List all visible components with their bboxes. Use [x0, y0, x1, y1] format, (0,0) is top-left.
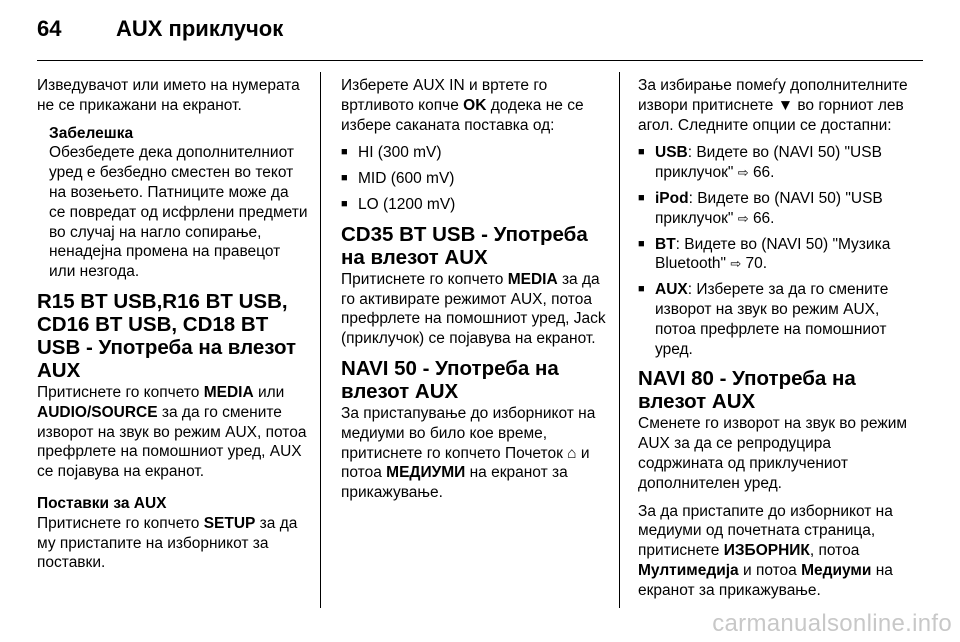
aux-in-paragraph: Изберете AUX IN и вртете го вртливото копче OK додека не се избере саканата поставка од: [341, 77, 584, 134]
media-button-label: MEDIA [203, 383, 254, 401]
heading-navi80-aux: NAVI 80 - Употреба на влезот AUX [638, 367, 856, 414]
cd35-paragraph: Притиснете го копчето MEDIA за да го активирате режимот AUX, потоа префрлете на помошниот уред, Jack (приклучок) се појавува на екранот. [341, 270, 606, 348]
watermark: carmanualsonline.info [712, 610, 952, 637]
column-1 [37, 76, 309, 581]
intro-paragraph: Изведувачот или името на нумерата не се прикажани на екранот. [37, 77, 300, 114]
column-divider-2 [619, 72, 620, 608]
page-header [37, 16, 283, 50]
navi80-paragraph-2: За да пристапите до изборникот на медиуми од почетната страница, притиснете ИЗБОРНИК, потоа Мултимедија и потоа Медиуми на екранот за прикажување. [638, 502, 893, 599]
column-3 [638, 76, 920, 609]
setup-button-label: SETUP [203, 514, 256, 532]
media-menu-label: МЕДИУМИ [386, 464, 466, 482]
ok-button-label: OK [463, 96, 487, 114]
r15-paragraph: Притиснете го копчето MEDIA или AUDIO/SOURCE за да го смените изворот на звук во режим AUX, потоа префрлете на помошниот уред, AUX се појавува на екранот. [37, 383, 307, 481]
navi50-paragraph: За пристапување до изборникот на медиуми во било кое време, притиснете го копчето Почеток ⌂ и потоа МЕДИУМИ на екранот за прикажување. [341, 404, 596, 502]
list-item: ■ HI (300 mV) [341, 143, 609, 163]
note-title: Забелешка [49, 124, 134, 142]
list-item: ■ iPod: Видете во (NAVI 50) "USB приклучок" ⇨ 66. [638, 189, 920, 229]
menu-button-label: ИЗБОРНИК [723, 542, 810, 560]
list-item: ■ BT: Видете во (NAVI 50) "Музика Bluetooth" ⇨ 70. [638, 235, 920, 275]
heading-navi50-aux: NAVI 50 - Употреба на влезот AUX [341, 356, 559, 403]
home-icon: ⌂ [567, 444, 577, 462]
column-2 [341, 76, 609, 511]
page-ref-arrow-icon: ⇨ [730, 256, 742, 272]
page-ref-arrow-icon: ⇨ [737, 165, 749, 181]
sources-list [638, 143, 920, 359]
multimedia-label: Мултимедија [638, 561, 739, 579]
note-block [49, 124, 309, 282]
navi80-paragraph-1: Сменете го изворот на звук во режим AUX за да се репродуцира содржината од приклучениот дополнителен уред. [638, 415, 908, 492]
column-divider-1 [320, 72, 321, 608]
list-item: ■ AUX: Изберете за да го смените изворот на звук во режим AUX, потоа префрлете на помошниот уред. [638, 280, 920, 359]
page-ref-arrow-icon: ⇨ [737, 210, 749, 226]
note-text: Обезбедете дека дополнителниот уред е безбедно сместен во текот на возењето. Патниците може да се повредат од исфрлени предмети во случај на нагло сопирање, ненадејна промена на правецот или незгода. [49, 144, 308, 281]
heading-aux-settings: Поставки за AUX [37, 494, 167, 512]
settings-paragraph: Притиснете го копчето SETUP за да му пристапите на изборникот за поставки. [37, 514, 298, 572]
page-number: 64 [37, 16, 62, 41]
sources-paragraph: За избирање помеѓу дополнителните извори притиснете ▼ во горниот лев агол. Следните опции се достапни: [638, 77, 908, 134]
media-button-label: MEDIA [507, 270, 558, 288]
level-options-list [341, 143, 609, 214]
list-item: ■ LO (1200 mV) [341, 195, 609, 215]
media-label: Медиуми [801, 561, 872, 579]
audio-source-button-label: AUDIO/SOURCE [37, 403, 158, 421]
page-title: AUX приклучок [116, 16, 284, 41]
list-item: ■ USB: Видете во (NAVI 50) "USB приклучок" ⇨ 66. [638, 143, 920, 183]
header-rule [37, 60, 923, 61]
list-item: ■ MID (600 mV) [341, 169, 609, 189]
heading-r15-aux: R15 BT USB,R16 BT USB, CD16 BT USB, CD18 BT USB - Употреба на влезот AUX [37, 289, 297, 382]
heading-cd35-aux: CD35 BT USB - Употреба на влезот AUX [341, 222, 588, 269]
